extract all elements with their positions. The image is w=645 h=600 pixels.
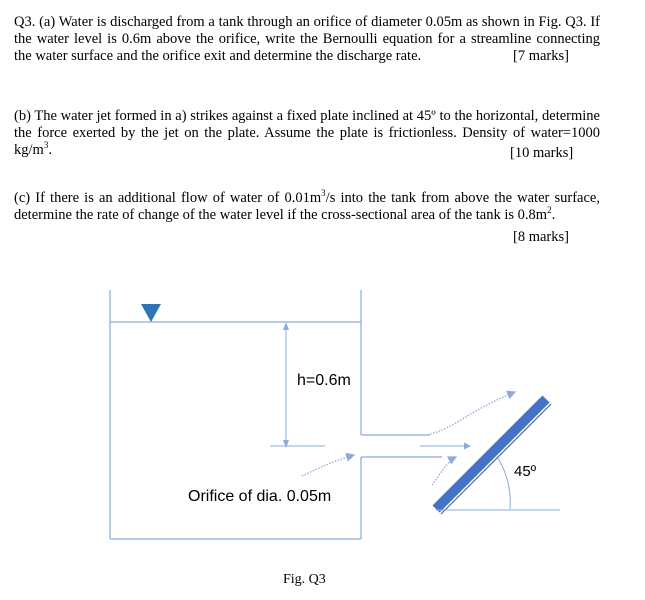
water-level-marker <box>141 304 161 322</box>
part-b-marks: [10 marks] <box>510 145 574 161</box>
part-c-text-2: /s into the tank from above the water surface, determine the rate of change of the water level if the cross-sectional area of the tank is 0.8m <box>14 190 600 223</box>
part-c-superscript-1: 3 <box>321 188 326 199</box>
part-b-superscript: 3 <box>43 140 49 151</box>
part-b-text: (b) The water jet formed in a) strikes against a fixed plate inclined at 45º to the horizontal, determine the force exerted by the jet on the plate. Assume the plate is frictionless. Density of water=1000 kg/m <box>14 108 600 158</box>
part-a-text: Q3. (a) Water is discharged from a tank through an orifice of diameter 0.05m as shown in Fig. Q3. If the water level is 0.6m above the orifice, write the Bernoulli equation for a streamline connecting the water surface and the orifice exit and determine the discharge rate. <box>14 14 600 64</box>
orifice-label: Orifice of dia. 0.05m <box>188 488 332 505</box>
part-c-marks: [8 marks] <box>513 229 569 245</box>
deflected-flow-down <box>432 457 456 485</box>
angle-arc <box>498 458 510 509</box>
height-arrow-top <box>283 322 289 330</box>
angle-label: 45º <box>514 463 537 480</box>
streamline <box>302 455 354 476</box>
height-label: h=0.6m <box>297 372 351 389</box>
deflected-flow-up <box>430 392 515 434</box>
height-arrow-bottom <box>283 440 289 448</box>
part-c-text-3: . <box>551 207 556 223</box>
inclined-plate <box>436 399 546 509</box>
part-b-text-end: . <box>48 142 52 158</box>
part-c-superscript-2: 2 <box>547 205 552 216</box>
figure-caption: Fig. Q3 <box>283 572 326 587</box>
part-c-text-1: (c) If there is an additional flow of water of 0.01m <box>14 190 322 206</box>
plate-edge <box>441 404 551 514</box>
part-a-marks: [7 marks] <box>513 48 569 64</box>
